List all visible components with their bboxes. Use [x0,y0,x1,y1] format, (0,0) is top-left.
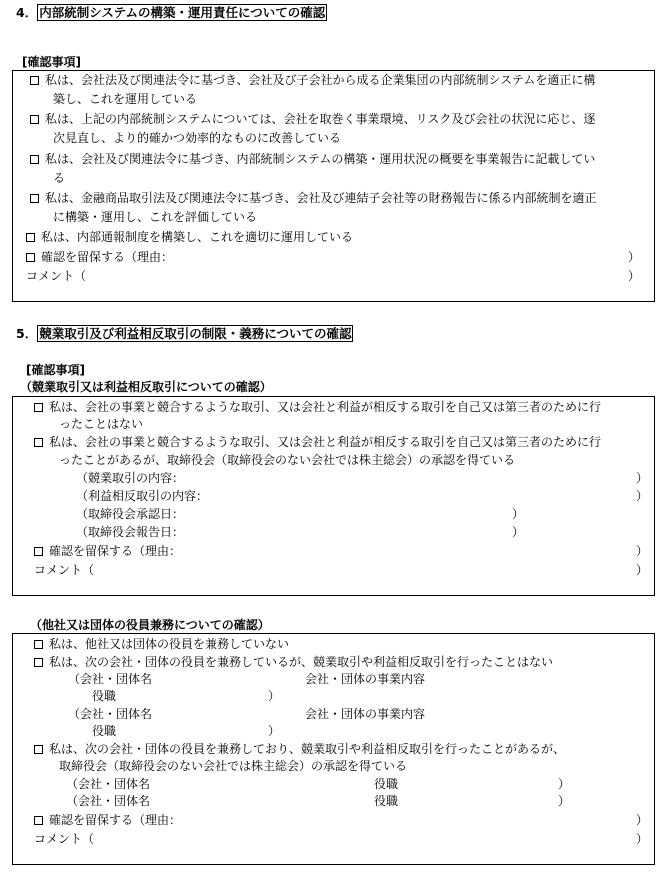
section-4-number: 4． [16,5,38,20]
checkbox[interactable] [26,253,35,262]
group-2-title: （他社又は団体の役員兼務についての確認） [30,618,270,632]
section-4-subhead: [確認事項] [22,55,81,69]
g2-role-1[interactable]: 役職 [92,689,117,703]
checkbox[interactable] [30,76,39,85]
g2-role-1-close: ） [268,689,281,703]
g1-field-2[interactable]: （利益相反取引の内容： [76,489,209,503]
checkbox[interactable] [34,640,43,649]
s4-item-3-line1: 私は、会社及び関連法令に基づき、内部統制システムの構築・運用状況の概要を事業報告に記載してい [45,152,596,166]
g1-item-1-line2: ったことはない [59,417,144,431]
g2-role-4-close: ） [558,794,571,808]
g1-item-1-line1: 私は、会社の事業と競合するような取引、又は会社と利益が相反する取引を自己又は第三者のために行 [49,400,602,414]
g2-business-1[interactable]: 会社・団体の事業内容 [305,672,426,686]
g2-item-3-line1: 私は、次の会社・団体の役員を兼務しており、競業取引や利益相反取引を行ったことがあるが、 [49,742,566,756]
s4-item-1[interactable] [30,72,595,89]
section-5-title [16,325,353,342]
g1-item-1[interactable] [34,399,601,416]
s4-hold-label: 確認を留保する（理由： [41,250,174,264]
checkbox[interactable] [26,233,35,242]
g2-company-1[interactable]: （会社・団体名 [68,672,153,686]
s4-item-1-line2: 築し、これを運用している [53,92,198,106]
s4-item-4[interactable] [30,190,597,207]
g1-field-4[interactable]: （取締役会報告日： [76,525,185,539]
checkbox[interactable] [34,745,43,754]
g2-role-2[interactable]: 役職 [92,724,117,738]
checkbox[interactable] [34,403,43,412]
s4-item-2-line1: 私は、上記の内部統制システムについては、会社を取巻く事業環境、リスク及び会社の状況に応じ、逐 [45,112,596,126]
g2-item-3[interactable] [34,741,565,758]
checkbox[interactable] [34,658,43,667]
checkbox[interactable] [30,115,39,124]
s4-item-4-line2: に構築・運用し、これを評価している [53,210,258,224]
g1-field-3[interactable]: （取締役会承認日： [76,507,185,521]
checkbox[interactable] [30,194,39,203]
g2-item-1[interactable] [34,636,289,653]
s4-item-3[interactable] [30,151,595,168]
g2-company-3[interactable]: （会社・団体名 [66,777,151,791]
g2-hold[interactable] [34,812,181,829]
s4-item-4-line1: 私は、金融商品取引法及び関連法令に基づき、会社及び連結子会社等の財務報告に係る内部統制を適正 [45,191,597,205]
section-4-title-text: 内部統制システムの構築・運用責任についての確認 [39,5,326,20]
g2-company-4[interactable]: （会社・団体名 [66,794,151,808]
checkbox[interactable] [34,547,43,556]
g1-item-2[interactable] [34,434,601,451]
s4-item-2[interactable] [30,111,595,128]
s4-item-5-line1: 私は、内部通報制度を構築し、これを適切に運用している [41,230,354,244]
g1-field-1[interactable]: （競業取引の内容： [76,471,185,485]
g2-company-2[interactable]: （会社・団体名 [68,707,153,721]
g1-comment[interactable]: コメント（ [34,563,95,577]
g2-role-4[interactable]: 役職 [374,794,399,808]
s4-item-1-line1: 私は、会社法及び関連法令に基づき、会社及び子会社から成る企業集団の内部統制システムを適正に構 [45,73,596,87]
s4-hold-close: ） [628,250,641,264]
g1-hold[interactable] [34,543,181,560]
g2-hold-close: ） [636,813,649,827]
section-5-subhead: [確認事項] [26,363,85,377]
g2-item-2-label: 私は、次の会社・団体の役員を兼務しているが、競業取引や利益相反取引を行ったことはない [49,655,554,669]
checkbox[interactable] [30,155,39,164]
g2-comment-close: ） [636,832,649,846]
s4-item-5[interactable] [26,229,353,246]
s4-hold[interactable] [26,249,173,266]
section-5-number: 5． [16,326,38,341]
g1-item-2-line1: 私は、会社の事業と競合するような取引、又は会社と利益が相反する取引を自己又は第三者のために行 [49,435,602,449]
checkbox[interactable] [34,438,43,447]
g1-comment-close: ） [636,563,649,577]
section-4-title [16,4,327,21]
g2-role-3-close: ） [558,777,571,791]
section-5-title-text: 競業取引及び利益相反取引の制限・義務についての確認 [39,326,352,341]
g1-item-2-line2: ったことがあるが、取締役会（取締役会のない会社では株主総会）の承認を得ている [59,453,516,467]
g2-item-3-line2: 取締役会（取締役会のない会社では株主総会）の承認を得ている [59,759,408,773]
group-1-title: （競業取引又は利益相反取引についての確認） [20,380,272,394]
g2-role-3[interactable]: 役職 [374,777,399,791]
g2-item-1-label: 私は、他社又は団体の役員を兼務していない [49,637,290,651]
s4-comment[interactable]: コメント（ [26,269,87,283]
s4-comment-close: ） [628,269,641,283]
g2-hold-label: 確認を留保する（理由： [49,813,182,827]
g1-field-1-close: ） [636,471,649,485]
g2-business-2[interactable]: 会社・団体の事業内容 [305,707,426,721]
g1-field-3-close: ） [512,507,525,521]
s4-item-2-line2: 次見直し、より的確かつ効率的なものに改善している [53,131,342,145]
g1-field-4-close: ） [512,525,525,539]
g2-item-2[interactable] [34,654,553,671]
g2-role-2-close: ） [268,724,281,738]
g2-comment[interactable]: コメント（ [34,832,95,846]
s4-item-3-line2: る [53,171,66,185]
g1-hold-close: ） [636,544,649,558]
checkbox[interactable] [34,816,43,825]
g1-field-2-close: ） [636,489,649,503]
g1-hold-label: 確認を留保する（理由： [49,544,182,558]
